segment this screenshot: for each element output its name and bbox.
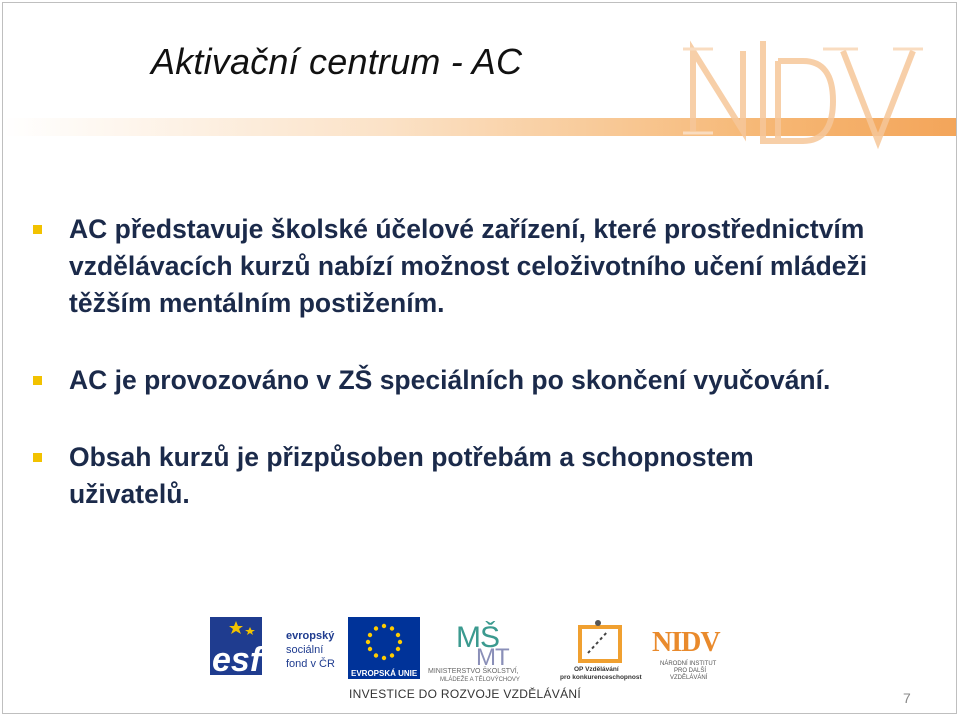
- op-vzdelavani-logo: [560, 620, 642, 681]
- page-number: 7: [903, 690, 911, 706]
- bullet-item: [33, 362, 933, 399]
- bullet-list: [33, 211, 933, 513]
- bullet-text: Obsah kurzů je přizpůsoben potřebám a schopnostem uživatelů.: [69, 442, 754, 509]
- eu-label: EVROPSKÁ UNIE: [351, 669, 418, 678]
- esf-line: sociální: [286, 644, 324, 656]
- nidv-mark: NIDV: [652, 627, 720, 658]
- nidv-line: VZDĚLÁVÁNÍ: [670, 675, 708, 681]
- investice-caption: INVESTICE DO ROZVOJE VZDĚLÁVÁNÍ: [349, 687, 582, 701]
- nidv-line: NÁRODNÍ INSTITUT: [660, 661, 717, 667]
- msmt-line: MLÁDEŽE A TĚLOVÝCHOVY: [440, 677, 520, 683]
- eu-flag-logo: [348, 617, 420, 679]
- slide: [2, 2, 957, 714]
- nidv-footer-logo: [652, 627, 720, 681]
- nidv-line: PRO DALŠÍ: [674, 668, 707, 674]
- bullet-text: AC je provozováno v ZŠ speciálních po skončení vyučování.: [69, 365, 831, 395]
- op-line: OP Vzdělávání: [574, 666, 619, 673]
- bullet-square-icon: [33, 376, 42, 385]
- msmt-logo: [428, 620, 520, 683]
- bullet-text: AC představuje školské účelové zařízení, které prostřednictvím vzdělávacích kurzů nabízí možnost celoživotního učení mládeži těžším mentálním postižením.: [69, 214, 868, 318]
- bullet-square-icon: [33, 453, 42, 462]
- esf-line: evropský: [286, 630, 335, 642]
- bullet-square-icon: [33, 225, 42, 234]
- esf-wordmark: esf: [212, 641, 262, 679]
- slide-title: Aktivační centrum - AC: [151, 41, 523, 82]
- esf-line: fond v ČR: [286, 658, 335, 670]
- svg-text:MŠ: MŠ: [456, 621, 499, 654]
- bullet-item: [33, 439, 869, 513]
- esf-logo: [210, 617, 335, 679]
- bullet-item: [33, 211, 939, 322]
- svg-text:MT: MT: [476, 644, 509, 671]
- nidv-header-logo: [683, 21, 923, 161]
- op-line: pro konkurenceschopnost: [560, 674, 642, 681]
- msmt-line: MINISTERSTVO ŠKOLSTVÍ,: [428, 668, 519, 675]
